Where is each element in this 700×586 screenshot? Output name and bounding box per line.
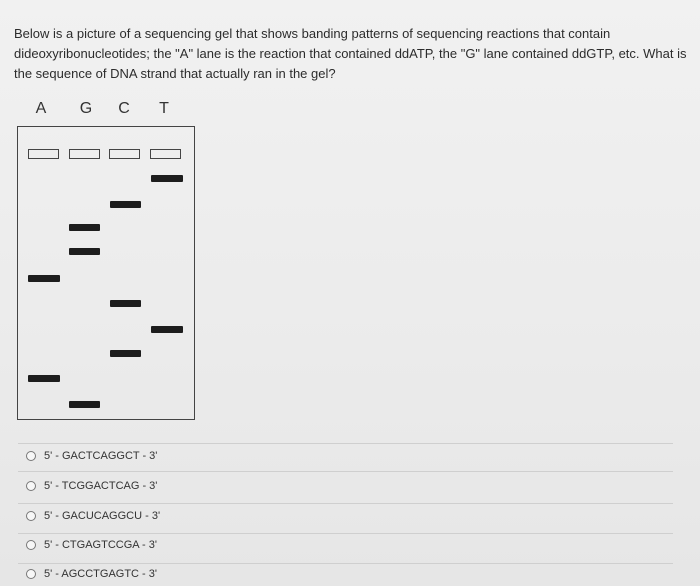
well-c [109,149,140,159]
lane-label-a: A [35,100,47,117]
band-g-3 [69,401,100,408]
band-c-2 [110,300,141,307]
option-divider [18,503,673,504]
well-a [28,149,59,159]
band-g-1 [69,224,100,231]
question-text: Below is a picture of a sequencing gel that shows banding patterns of sequencing reactions that contain dideoxyribonucleotides; the "A" lane is the reaction that contained ddATP, the "G" lane contained ddGTP, etc. What is the sequence of DNA strand that actually ran in the gel? [14,26,687,81]
well-g [69,149,100,159]
band-t-1 [151,175,183,182]
option-label: 5' - TCGGACTCAG - 3' [44,480,158,492]
radio-button[interactable] [26,481,36,491]
band-c-1 [110,201,141,208]
lane-label-c: C [118,100,130,117]
answer-option-5[interactable] [26,568,157,580]
option-label: 5' - GACUCAGGCU - 3' [44,510,161,522]
well-t [150,149,181,159]
radio-button[interactable] [26,451,36,461]
answer-option-2[interactable] [26,480,157,492]
option-divider [18,471,673,472]
option-label: 5' - AGCCTGAGTC - 3' [44,568,157,580]
option-label: 5' - GACTCAGGCT - 3' [44,450,158,462]
option-label: 5' - CTGAGTCCGA - 3' [44,539,157,551]
band-c-3 [110,350,141,357]
band-a-1 [28,275,60,282]
radio-button[interactable] [26,540,36,550]
answer-option-4[interactable] [26,539,157,551]
answer-option-3[interactable] [26,510,160,522]
radio-button[interactable] [26,511,36,521]
radio-button[interactable] [26,569,36,579]
option-divider [18,443,673,444]
lane-label-t: T [159,100,169,117]
option-divider [18,533,673,534]
answer-option-1[interactable] [26,450,157,462]
band-a-2 [28,375,60,382]
option-divider [18,563,673,564]
lane-labels [0,100,700,122]
sequencing-gel [17,126,195,420]
lane-label-g: G [79,100,93,117]
band-g-2 [69,248,100,255]
band-t-2 [151,326,183,333]
